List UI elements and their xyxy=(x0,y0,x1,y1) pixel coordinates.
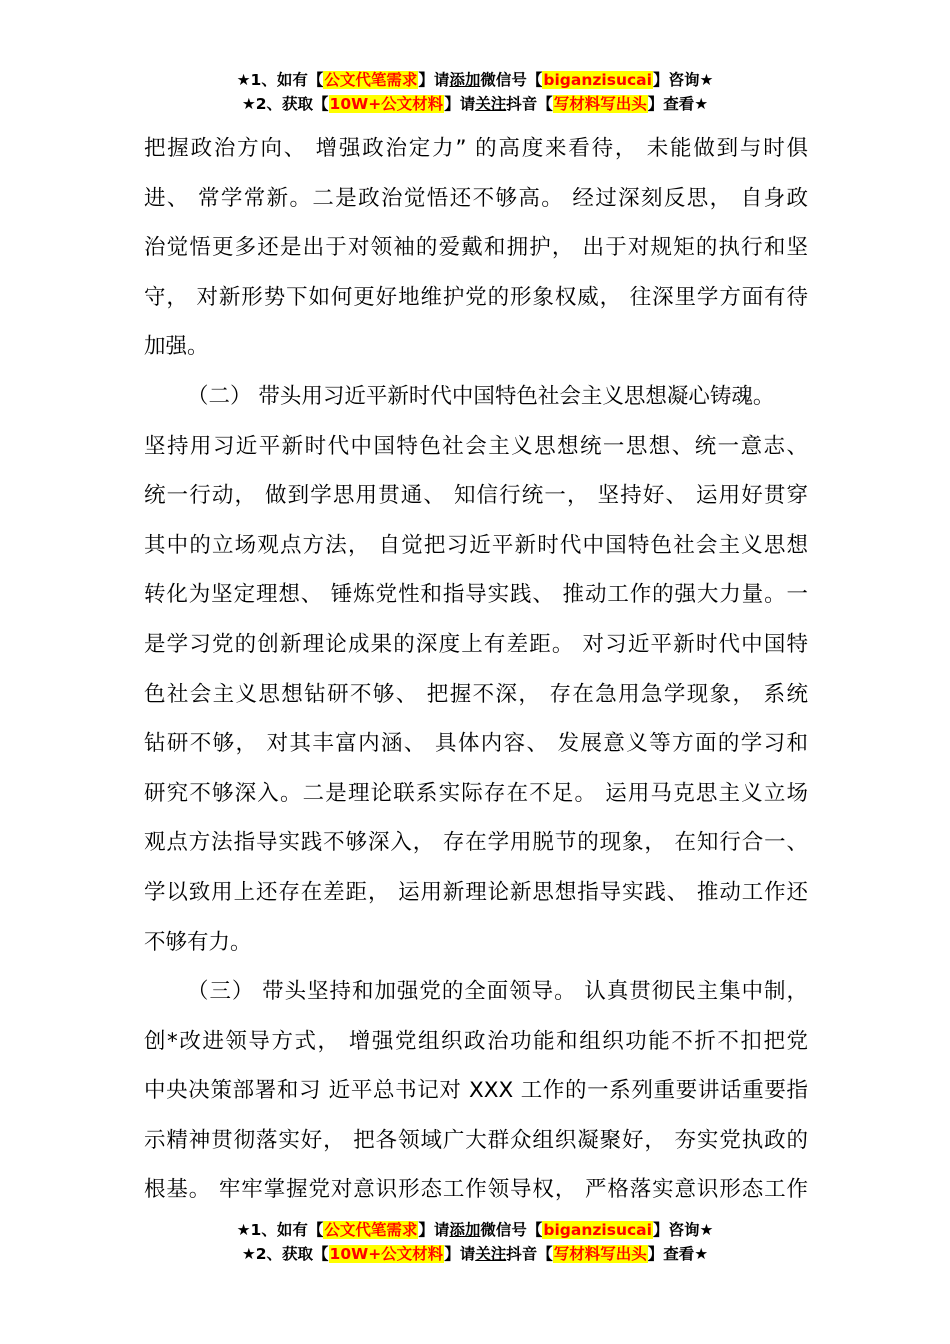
banner-text: 】请 xyxy=(418,1221,450,1239)
body-line: 守， 对新形势下如何更好地维护党的形象权威， 往深里学方面有待 xyxy=(144,284,808,310)
body-line: 学以致用上还存在差距， 运用新理论新思想指导实践、 推动工作还 xyxy=(144,879,808,905)
banner-text: ★2、获取【 xyxy=(241,1245,329,1263)
banner-text: 】请 xyxy=(418,71,450,89)
body-line: 转化为坚定理想、 锤炼党性和指导实践、 推动工作的强大力量。一 xyxy=(144,582,808,608)
body-line: 创*改进领导方式， 增强党组织政治功能和组织功能不折不扣把党 xyxy=(144,1028,808,1054)
banner-highlight: biganzisucai xyxy=(543,1221,652,1239)
body-line: 其中的立场观点方法， 自觉把习近平新时代中国特色社会主义思想 xyxy=(144,532,808,558)
banner-underline: 添加 xyxy=(449,1221,481,1239)
banner-line-1 xyxy=(0,1218,950,1242)
banner-text: 抖音【 xyxy=(506,95,553,113)
body-line: 色社会主义思想钻研不够、 把握不深， 存在急用急学现象， 系统 xyxy=(144,681,808,707)
body-line: 研究不够深入。二是理论联系实际存在不足。 运用马克思主义立场 xyxy=(144,780,808,806)
banner-text: 】咨询★ xyxy=(652,1221,714,1239)
body-line: 根基。 牢牢掌握党对意识形态工作领导权， 严格落实意识形态工作 xyxy=(144,1177,808,1203)
body-line: 加强。 xyxy=(144,334,209,360)
document-body xyxy=(144,124,808,1215)
banner-underline: 添加 xyxy=(449,71,481,89)
banner-text: 微信号【 xyxy=(480,71,543,89)
body-line: 示精神贯彻落实好， 把各领域广大群众组织凝聚好， 夯实党执政的 xyxy=(144,1127,808,1153)
banner-line-1 xyxy=(0,68,950,92)
banner-highlight: biganzisucai xyxy=(543,71,652,89)
body-line: 中央决策部署和习 近平总书记对 XXX 工作的一系列重要讲话重要指 xyxy=(144,1078,808,1104)
header-banner xyxy=(0,68,950,116)
banner-highlight: 写材料写出头 xyxy=(553,1245,647,1263)
banner-line-2 xyxy=(0,1242,950,1266)
body-line: 坚持用习近平新时代中国特色社会主义思想统一思想、统一意志、 xyxy=(144,433,808,459)
banner-text: 】查看★ xyxy=(647,1245,709,1263)
banner-text: 】请 xyxy=(444,95,476,113)
banner-underline: 关注 xyxy=(475,1245,507,1263)
banner-highlight: 写材料写出头 xyxy=(553,95,647,113)
body-line: 统一行动， 做到学思用贯通、 知信行统一， 坚持好、 运用好贯穿 xyxy=(144,483,808,509)
banner-highlight: 10W+公文材料 xyxy=(329,95,444,113)
banner-text: 】查看★ xyxy=(647,95,709,113)
banner-text: 抖音【 xyxy=(506,1245,553,1263)
banner-text: ★2、获取【 xyxy=(241,95,329,113)
section-heading: （三） 带头坚持和加强党的全面领导。 认真贯彻民主集中制， xyxy=(187,979,808,1005)
body-line: 治觉悟更多还是出于对领袖的爱戴和拥护， 出于对规矩的执行和坚 xyxy=(144,235,808,261)
banner-highlight: 公文代笔需求 xyxy=(324,1221,418,1239)
body-line: 进、 常学常新。二是政治觉悟还不够高。 经过深刻反思， 自身政 xyxy=(144,185,808,211)
banner-text: ★1、如有【 xyxy=(236,1221,324,1239)
body-line: 是学习党的创新理论成果的深度上有差距。 对习近平新时代中国特 xyxy=(144,631,808,657)
banner-text: 微信号【 xyxy=(480,1221,543,1239)
banner-highlight: 10W+公文材料 xyxy=(329,1245,444,1263)
body-line: 观点方法指导实践不够深入， 存在学用脱节的现象， 在知行合一、 xyxy=(144,830,808,856)
banner-text: ★1、如有【 xyxy=(236,71,324,89)
footer-banner xyxy=(0,1218,950,1266)
section-heading: （二） 带头用习近平新时代中国特色社会主义思想凝心铸魂。 xyxy=(187,383,775,409)
body-line: 把握政治方向、 增强政治定力” 的高度来看待， 未能做到与时俱 xyxy=(144,136,808,161)
body-line: 钻研不够， 对其丰富内涵、 具体内容、 发展意义等方面的学习和 xyxy=(144,731,808,757)
banner-underline: 关注 xyxy=(475,95,507,113)
banner-text: 】咨询★ xyxy=(652,71,714,89)
body-line: 不够有力。 xyxy=(144,929,252,955)
banner-text: 】请 xyxy=(444,1245,476,1263)
banner-highlight: 公文代笔需求 xyxy=(324,71,418,89)
banner-line-2 xyxy=(0,92,950,116)
